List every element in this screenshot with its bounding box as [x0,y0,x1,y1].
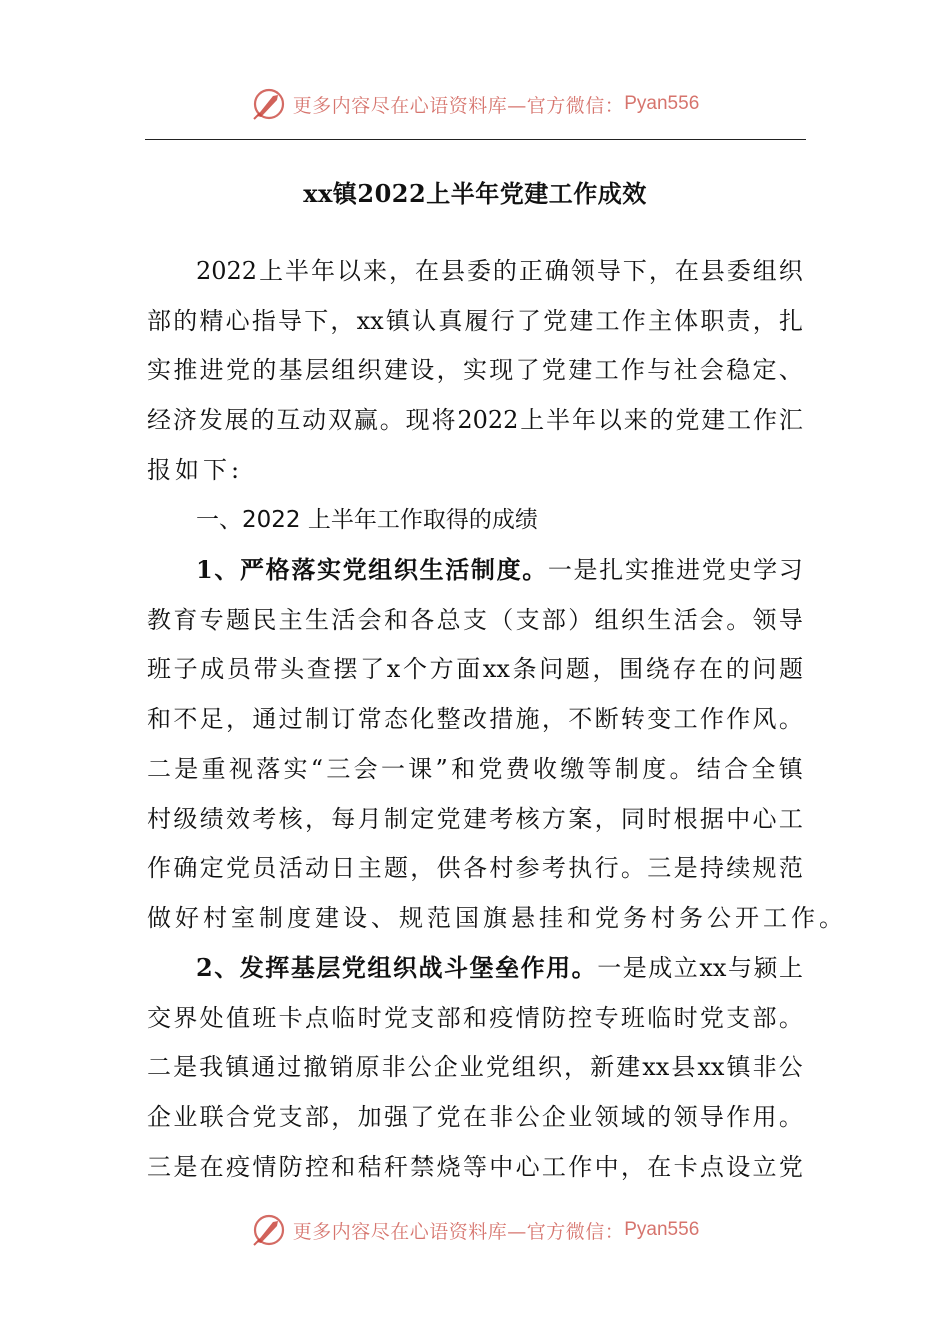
watermark-id: Pyan556 [624,93,700,114]
text-line: 2022 上 半 年 以 来 ， 在 县 委 的 正 确 领 导 下 ， 在 县 委 组 织 [196,257,803,285]
text-line: 二 是 重 视 落 实 “ 三 会 一 课 ” 和 党 费 收 缴 等 制 度 。 结 合 全 镇 [147,754,803,783]
quill-logo-icon [251,1212,287,1248]
watermark-banner-top [0,82,950,126]
watermark-text: 更多内容尽在心语资料库—官方微信： [292,94,625,117]
text-line: 经 济 发 展 的 互 动 双 赢 。 现 将 2022 上 半 年 以 来 的 党 建 工 作 汇 [147,406,803,435]
text-line: 二 是 我 镇 通 过 撤 销 原 非 公 企 业 党 组 织 ， 新 建 xx 县 xx 镇 非 公 [147,1053,803,1082]
text-line: 报 如 下 : [147,455,240,484]
text-line: 教 育 专 题 民 主 生 活 会 和 各 总 支 （ 支 部 ） 组 织 生 活 会 。 领 导 [147,605,803,634]
text-line: 实 推 进 党 的 基 层 组 织 建 设 ， 实 现 了 党 建 工 作 与 社 会 稳 定 、 [147,356,803,385]
text-line: 企 业 联 合 党 支 部 ， 加 强 了 党 在 非 公 企 业 领 域 的 领 导 作 用 。 [147,1103,803,1132]
quill-logo-icon [251,86,287,122]
document-title: xx镇2022上半年党建工作成效 [303,179,647,208]
text-line: 村 级 绩 效 考 核 ， 每 月 制 定 党 建 考 核 方 案 ， 同 时 根 据 中 心 工 [147,804,803,833]
header-divider [145,139,806,140]
text-line: 2 、 发 挥 基 层 党 组 织 战 斗 堡 垒 作 用 。 一 是 成 立 xx 与 颍 上 [196,953,803,982]
watermark-text: 更多内容尽在心语资料库—官方微信： [292,1220,625,1243]
text-line: 部 的 精 心 指 导 下 ， xx 镇 认 真 履 行 了 党 建 工 作 主 体 职 责 ， 扎 [147,306,803,335]
watermark-id: Pyan556 [624,1219,700,1240]
section-heading: 一、2022 上半年工作取得的成绩 [196,507,538,533]
text-line: 班 子 成 员 带 头 查 摆 了 x 个 方 面 xx 条 问 题 ， 围 绕 存 在 的 问 题 [147,655,803,684]
text-line: 交 界 处 值 班 卡 点 临 时 党 支 部 和 疫 情 防 控 专 班 临 时 党 支 部 。 [147,1003,803,1032]
watermark-banner-bottom [0,1208,950,1252]
text-line: 和 不 足 ， 通 过 制 订 常 态 化 整 改 措 施 ， 不 断 转 变 工 作 作 风 。 [147,705,803,734]
text-line: 三 是 在 疫 情 防 控 和 秸 秆 禁 烧 等 中 心 工 作 中 ， 在 卡 点 设 立 党 [147,1152,803,1181]
text-line: 作 确 定 党 员 活 动 日 主 题 ， 供 各 村 参 考 执 行 。 三 是 持 续 规 范 [147,854,803,883]
text-line: 做 好 村 室 制 度 建 设 、 规 范 国 旗 悬 挂 和 党 务 村 务 公 开 工 作 。 [147,903,843,932]
text-line: 1 、 严 格 落 实 党 组 织 生 活 制 度 。 一 是 扎 实 推 进 党 史 学 习 [196,555,803,584]
